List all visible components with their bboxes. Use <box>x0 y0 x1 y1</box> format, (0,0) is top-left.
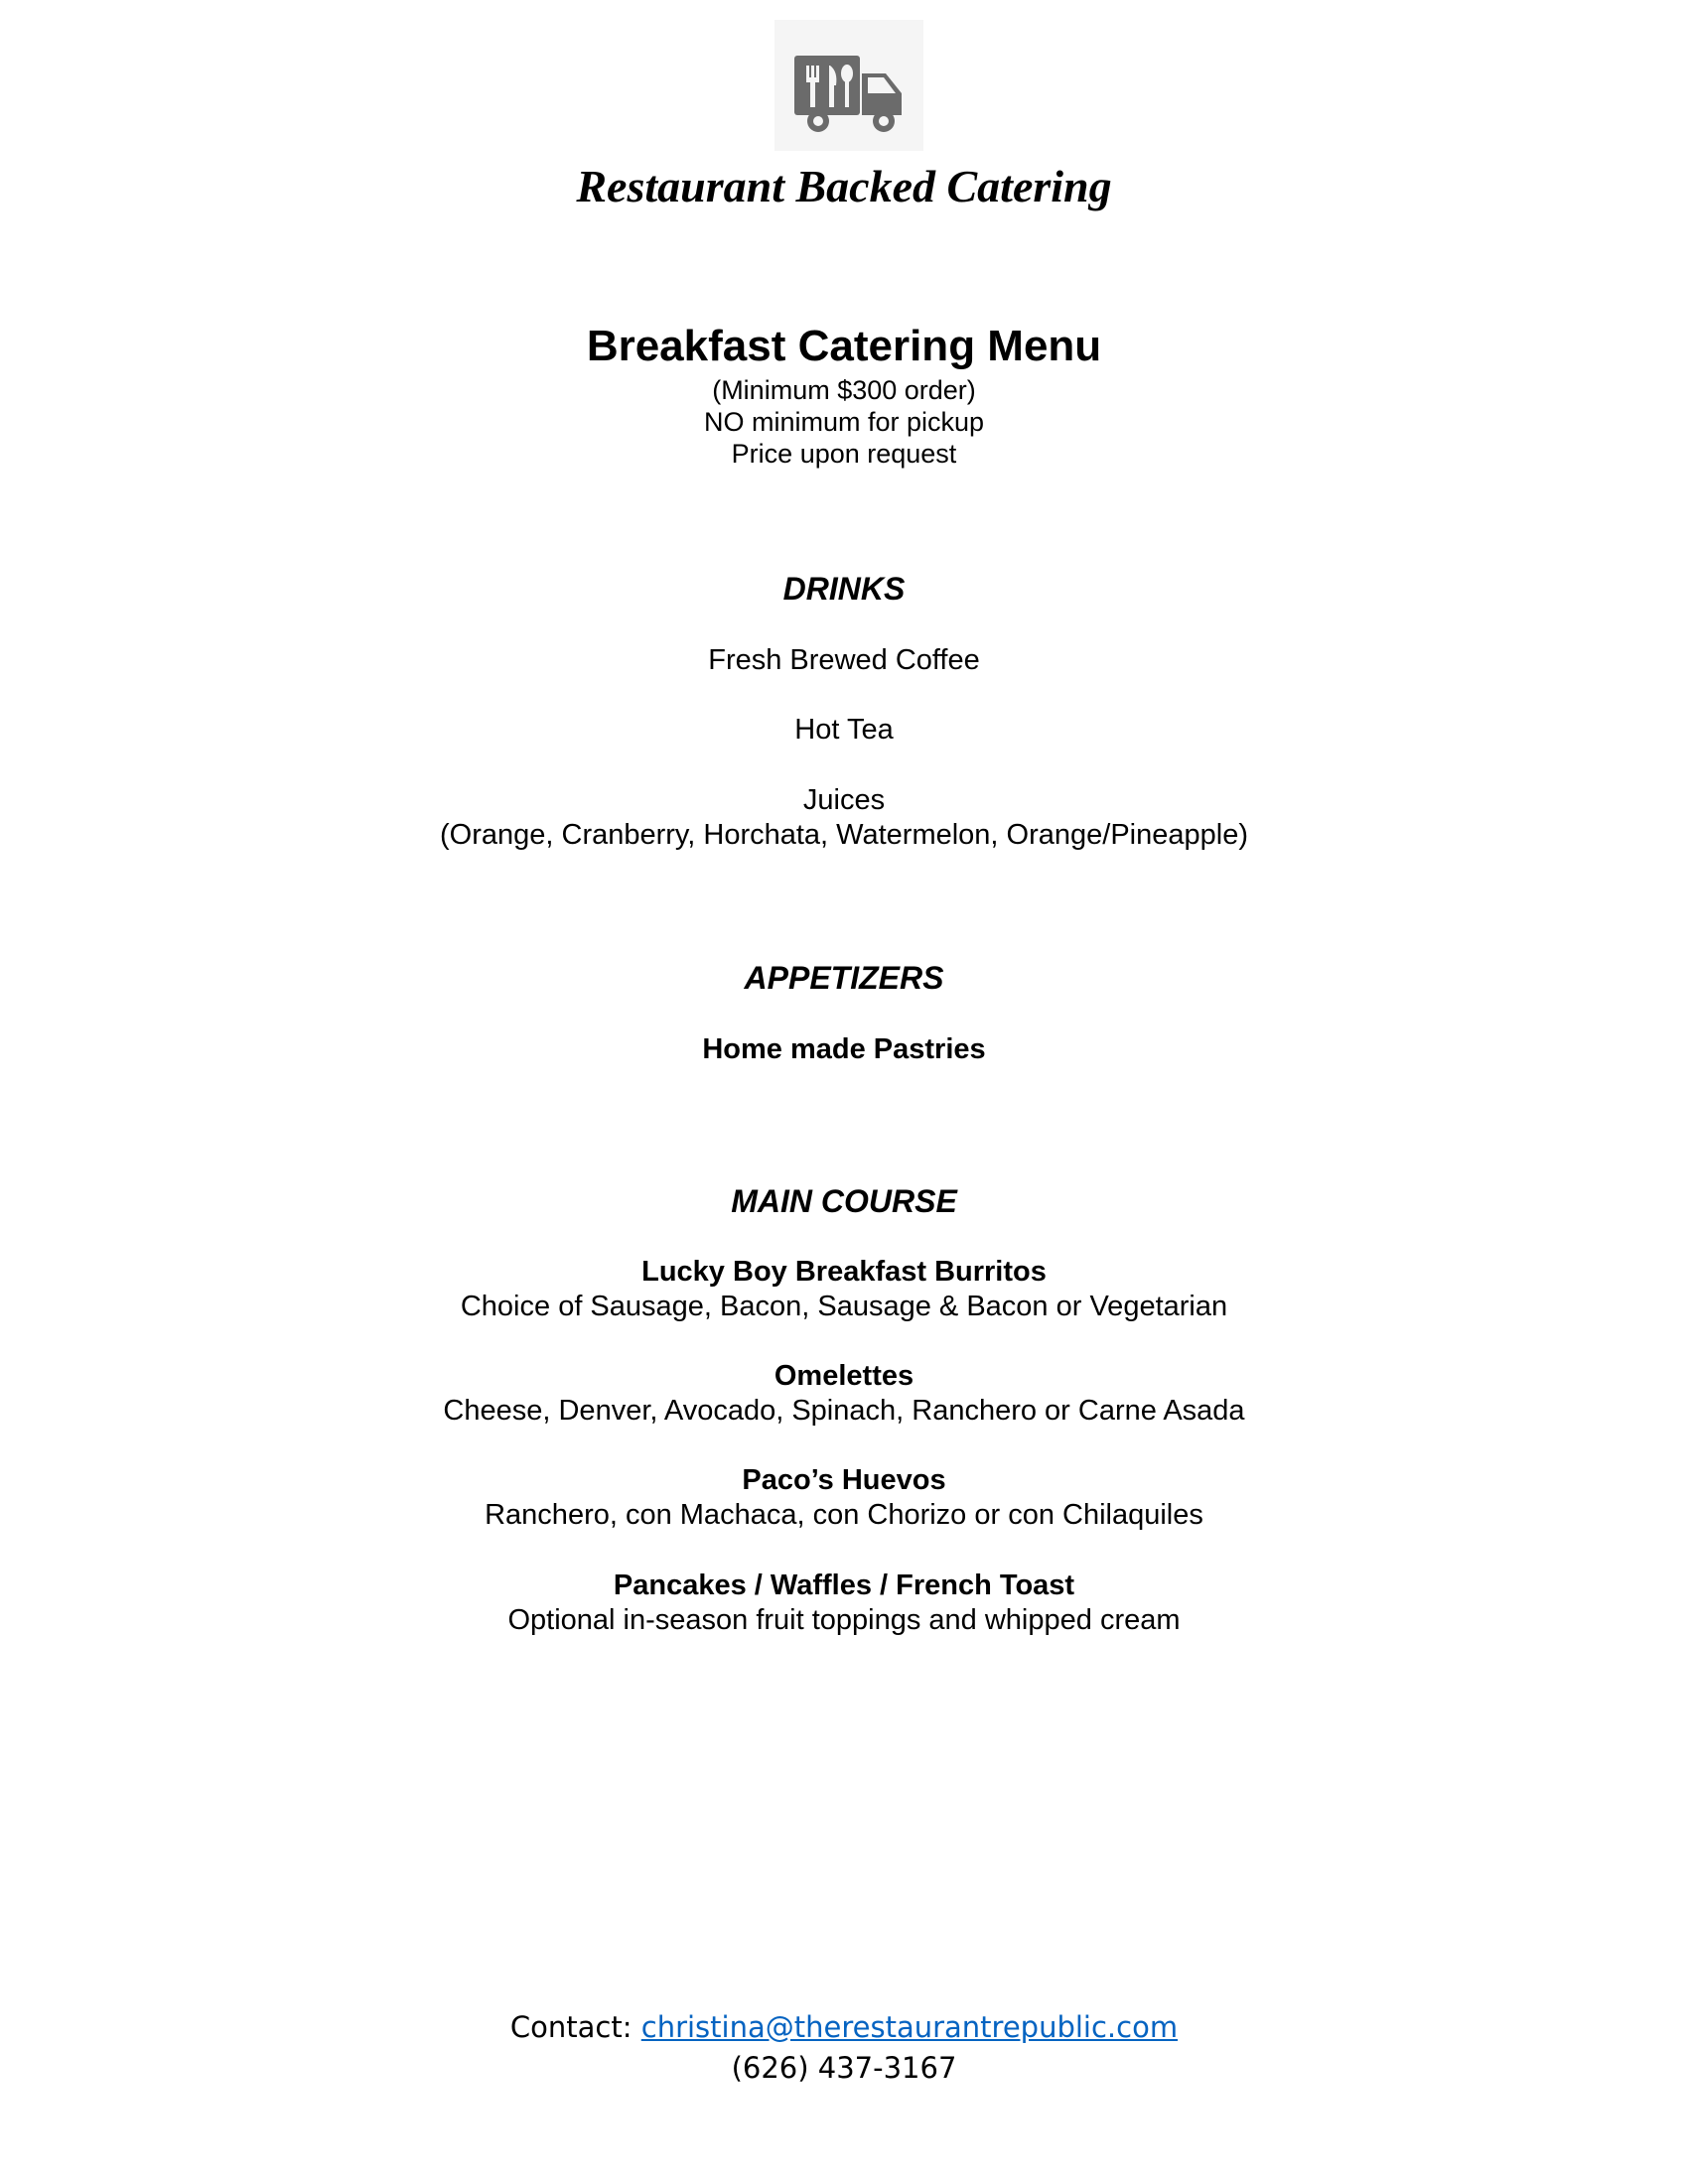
menu-item-desc: Cheese, Denver, Avocado, Spinach, Ranchero or Carne Asada <box>443 1395 1245 1427</box>
menu-item-desc: Optional in-season fruit toppings and whipped cream <box>507 1604 1181 1636</box>
menu-note: NO minimum for pickup <box>703 407 985 437</box>
section-heading-drinks: DRINKS <box>782 571 906 607</box>
menu-note: Price upon request <box>731 439 957 469</box>
menu-item: Juices <box>802 784 886 816</box>
contact-phone: (626) 437-3167 <box>731 2051 957 2085</box>
menu-item-options: (Orange, Cranberry, Horchata, Watermelon, Orange/Pineapple) <box>440 819 1248 851</box>
section-heading-main-course: MAIN COURSE <box>731 1183 957 1219</box>
menu-item-desc: Ranchero, con Machaca, con Chorizo or con Chilaquiles <box>485 1499 1203 1531</box>
menu-item-desc: Choice of Sausage, Bacon, Sausage & Bacon or Vegetarian <box>460 1291 1228 1322</box>
menu-item-name: Pancakes / Waffles / French Toast <box>613 1570 1075 1601</box>
brand-title: Restaurant Backed Catering <box>576 161 1112 211</box>
contact-label: Contact: <box>509 2010 641 2044</box>
contact-email-link[interactable]: christina@therestaurantrepublic.com <box>640 2010 1179 2044</box>
menu-item-name: Paco’s Huevos <box>742 1464 946 1496</box>
logo <box>774 20 923 151</box>
menu-title: Breakfast Catering Menu <box>586 322 1102 370</box>
food-truck-icon <box>774 20 923 151</box>
contact-line <box>0 2008 1688 2046</box>
menu-item-name: Lucky Boy Breakfast Burritos <box>641 1256 1047 1288</box>
menu-item: Hot Tea <box>794 714 894 746</box>
menu-item-name: Omelettes <box>774 1360 914 1392</box>
menu-item: Home made Pastries <box>702 1033 986 1065</box>
menu-note: (Minimum $300 order) <box>712 375 976 405</box>
menu-item: Fresh Brewed Coffee <box>708 644 980 676</box>
section-heading-appetizers: APPETIZERS <box>744 960 944 996</box>
